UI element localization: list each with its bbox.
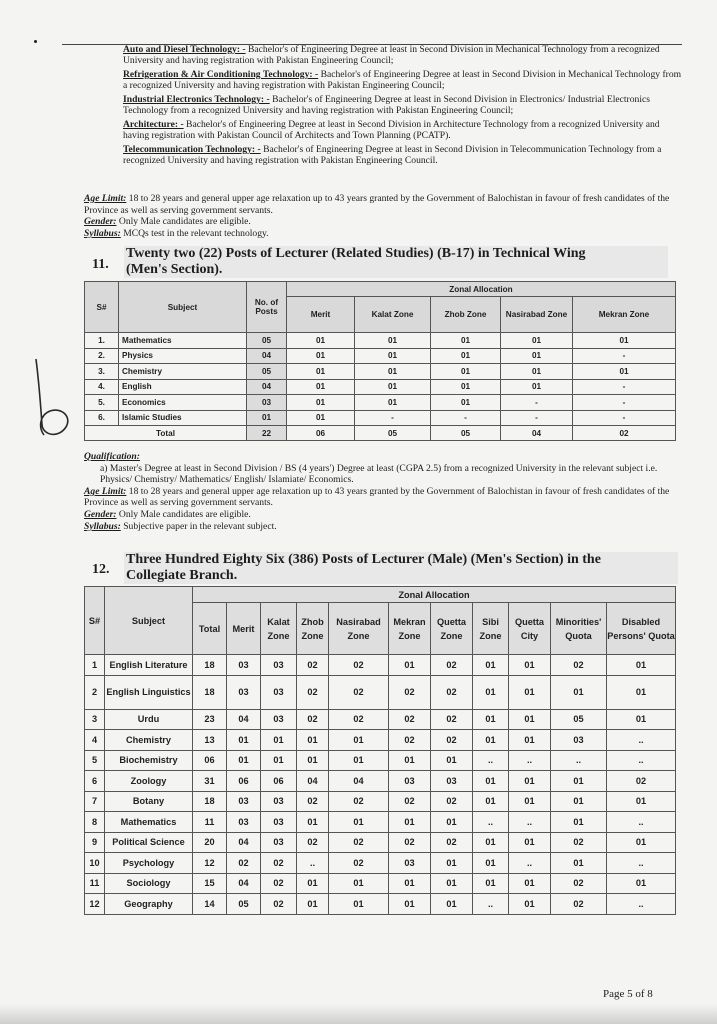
table-cell: 02 (329, 655, 389, 676)
qualification-item: Auto and Diesel Technology: - Bachelor's of Engineering Degree at least in Second Division in Mechanical Technology from a recognized University and having registration with Pakistan Engineering Council; (123, 44, 660, 67)
table-cell: Political Science (105, 832, 193, 853)
table-cell: Sociology (105, 873, 193, 894)
table-cell: 18 (193, 791, 227, 812)
table-cell: 04 (227, 873, 261, 894)
table-cell: English Literature (105, 655, 193, 676)
table-cell: 01 (431, 333, 501, 349)
table-cell: .. (297, 853, 329, 874)
table-row (85, 853, 676, 874)
table-cell: 8 (85, 812, 105, 833)
table-cell: 01 (501, 364, 573, 380)
table-cell: 01 (287, 395, 355, 411)
table-cell: 11 (85, 873, 105, 894)
table-cell: English Linguistics (105, 675, 193, 709)
table-cell: 31 (193, 771, 227, 792)
table-cell: 02 (329, 791, 389, 812)
table-cell: 01 (607, 655, 676, 676)
table-cell: 02 (297, 655, 329, 676)
table-cell: 01 (355, 364, 431, 380)
table-cell: .. (607, 750, 676, 771)
qualification-item: Architecture: - Bachelor's of Engineering Degree at least in Second Division in Architecture Technology from a recognized University and having registration with Pakistan Council of Architects and Town Planning (PCATP). (123, 119, 660, 142)
table-cell: 01 (431, 379, 501, 395)
table-cell: 01 (431, 348, 501, 364)
table-cell: 01 (607, 873, 676, 894)
table-row (85, 395, 676, 411)
table-cell: 03 (389, 853, 431, 874)
table-cell: 01 (227, 750, 261, 771)
table-cell: 01 (431, 853, 473, 874)
table-cell: 6 (85, 771, 105, 792)
table-cell: 01 (573, 333, 676, 349)
table-row (85, 675, 676, 709)
table-cell: 05 (247, 364, 287, 380)
table-cell: 15 (193, 873, 227, 894)
table-cell: 01 (473, 655, 509, 676)
table-row (85, 750, 676, 771)
table-cell: 01 (473, 730, 509, 751)
table-cell: 01 (509, 675, 551, 709)
table-cell: 01 (509, 655, 551, 676)
header-sno: S# (85, 587, 105, 655)
table-cell: 02 (389, 791, 431, 812)
table-cell: 02 (297, 791, 329, 812)
table-cell: 01 (551, 853, 607, 874)
table-cell: 01 (297, 894, 329, 915)
header-mekran: Mekran Zone (573, 297, 676, 333)
table-row (85, 709, 676, 730)
table-cell: 01 (297, 873, 329, 894)
table-cell: 03 (247, 395, 287, 411)
table-cell: 01 (473, 873, 509, 894)
table-cell: Biochemistry (105, 750, 193, 771)
table-cell: 3. (85, 364, 119, 380)
table-cell: .. (509, 750, 551, 771)
table-cell: 01 (329, 873, 389, 894)
header-nasirabad: Nasirabad Zone (501, 297, 573, 333)
table-cell: 02 (297, 675, 329, 709)
table-cell: 04 (329, 771, 389, 792)
table-cell: 06 (261, 771, 297, 792)
table-cell: 02 (261, 873, 297, 894)
table-cell: 01 (607, 832, 676, 853)
qualification-item: Industrial Electronics Technology: - Bachelor's of Engineering Degree at least in Second Division in Electronics/ Industrial Electronics Technology from a recognized University and having registration with Pakistan Engineering Council; (123, 94, 650, 117)
table-row (85, 655, 676, 676)
table-cell: 01 (329, 730, 389, 751)
table-cell: 10 (85, 853, 105, 874)
table-cell: 01 (473, 832, 509, 853)
table-cell: Psychology (105, 853, 193, 874)
table-cell: 7 (85, 791, 105, 812)
table-cell: 02 (329, 675, 389, 709)
table-cell: 01 (261, 750, 297, 771)
table-cell: 05 (227, 894, 261, 915)
table-cell: - (573, 410, 676, 426)
table-cell: 01 (509, 832, 551, 853)
table-cell: 02 (551, 832, 607, 853)
table-row (85, 791, 676, 812)
table-cell: 01 (431, 894, 473, 915)
eligibility-info (84, 193, 684, 239)
table-cell: 01 (431, 812, 473, 833)
table-cell: 11 (193, 812, 227, 833)
table-cell: 02 (431, 832, 473, 853)
table-cell: 01 (431, 364, 501, 380)
header-nasirabad: Nasirabad Zone (329, 603, 389, 655)
header-subject: Subject (105, 587, 193, 655)
table-cell: 05 (247, 333, 287, 349)
handwritten-mark (18, 355, 78, 445)
table-row (85, 364, 676, 380)
table-cell: 04 (297, 771, 329, 792)
header-subject: Subject (119, 282, 247, 333)
lecturer-collegiate-table (84, 586, 676, 915)
table-cell: 20 (193, 832, 227, 853)
table-cell: 02 (329, 832, 389, 853)
table-cell: 01 (389, 812, 431, 833)
table-cell: 01 (551, 675, 607, 709)
header-kalat: Kalat Zone (355, 297, 431, 333)
table-cell: 01 (247, 410, 287, 426)
table-row (85, 873, 676, 894)
table-cell: .. (509, 853, 551, 874)
table-cell: .. (473, 894, 509, 915)
table-cell: 01 (473, 791, 509, 812)
table-cell: 1. (85, 333, 119, 349)
section11-eligibility: Qualification: a) Master's Degree at least in Second Division / BS (4 years') Degree at least (CGPA 2.5) from a recognized University in the relevant subject i.e. Physics/ Chemistry/ Mathematics/ English/ Islamiate/ Economics. Age Limit: 18 to 28 years and general upper age relaxation up to 43 years granted by the Government of Balochistan in favour of fresh candidates of the Province as well as serving government servants. Gender: Only Male candidates are eligible. Syllabus: Subjective paper in the relevant subject. (84, 451, 684, 532)
table-cell: 5 (85, 750, 105, 771)
table-cell: 01 (261, 730, 297, 751)
header-mekran: Mekran Zone (389, 603, 431, 655)
table-cell: 02 (431, 730, 473, 751)
table-cell: 01 (607, 709, 676, 730)
table-cell: 23 (193, 709, 227, 730)
table-cell: 01 (297, 812, 329, 833)
table-row (85, 410, 676, 426)
table-cell: 02 (297, 832, 329, 853)
table-cell: Zoology (105, 771, 193, 792)
table-cell: 01 (573, 364, 676, 380)
table-cell: English (119, 379, 247, 395)
table-cell: .. (607, 894, 676, 915)
table-cell: 9 (85, 832, 105, 853)
table-cell: 3 (85, 709, 105, 730)
table-cell: 02 (607, 771, 676, 792)
header-zonal: Zonal Allocation (193, 587, 676, 603)
table-row (85, 379, 676, 395)
table-cell: 14 (193, 894, 227, 915)
table-cell: 01 (473, 771, 509, 792)
table-cell: 02 (329, 853, 389, 874)
header-total: Total (193, 603, 227, 655)
header-zonal: Zonal Allocation (287, 282, 676, 297)
table-cell: 01 (607, 791, 676, 812)
table-cell: 02 (389, 730, 431, 751)
table-cell: 03 (261, 812, 297, 833)
table-cell: 02 (431, 655, 473, 676)
table-cell: 03 (431, 771, 473, 792)
table-cell: 05 (551, 709, 607, 730)
table-cell: 04 (227, 709, 261, 730)
header-zhob: Zhob Zone (431, 297, 501, 333)
table-cell: 01 (551, 812, 607, 833)
table-cell: 01 (329, 750, 389, 771)
table-row (85, 832, 676, 853)
table-cell: 01 (551, 771, 607, 792)
table-cell: 01 (287, 348, 355, 364)
table-cell: 02 (551, 655, 607, 676)
lecturer-technical-table (84, 281, 676, 441)
table-cell: 02 (261, 853, 297, 874)
table-cell: 01 (329, 812, 389, 833)
table-cell: 04 (247, 348, 287, 364)
table-cell: 01 (431, 395, 501, 411)
table-cell: 01 (287, 379, 355, 395)
table-cell: 01 (501, 348, 573, 364)
table-cell: 03 (261, 791, 297, 812)
table-cell: 01 (329, 894, 389, 915)
header-quetta: Quetta Zone (431, 603, 473, 655)
qualification-item: Telecommunication Technology: - Bachelor's of Engineering Degree at least in Second Division in Telecommunication Technology from a recognized University and having registration with Pakistan Engineering Council. (123, 144, 662, 167)
table-cell: 18 (193, 655, 227, 676)
table-cell: 12 (193, 853, 227, 874)
header-zhob: Zhob Zone (297, 603, 329, 655)
table-cell: Chemistry (105, 730, 193, 751)
table-row (85, 730, 676, 751)
table-cell: - (573, 379, 676, 395)
table-cell: 02 (551, 894, 607, 915)
table-cell: 01 (509, 791, 551, 812)
table-cell: 01 (355, 395, 431, 411)
header-minorities: Minorities' Quota (551, 603, 607, 655)
table-cell: 01 (355, 379, 431, 395)
table-cell: 03 (227, 812, 261, 833)
table-cell: 6. (85, 410, 119, 426)
table-cell: 02 (389, 709, 431, 730)
table-cell: 01 (355, 333, 431, 349)
table-cell: - (573, 395, 676, 411)
table-cell: 2. (85, 348, 119, 364)
table-cell: 02 (431, 675, 473, 709)
table-cell: 5. (85, 395, 119, 411)
header-merit: Merit (227, 603, 261, 655)
table-cell: 02 (261, 894, 297, 915)
table-cell: 06 (193, 750, 227, 771)
gender: Gender: Only Male candidates are eligible. (84, 216, 251, 228)
table-cell: 01 (431, 750, 473, 771)
table-cell: 02 (227, 853, 261, 874)
age-limit: Age Limit: 18 to 28 years and general upper age relaxation up to 43 years granted by the Government of Balochistan in favour of fresh candidates of the Province as well as serving government servants. (84, 193, 670, 216)
qualification-item: Refrigeration & Air Conditioning Technology: - Bachelor's of Engineering Degree at least in Second Division in Mechanical Technology from a recognized University and having registration with Pakistan Engineering Council; (123, 69, 682, 92)
table-cell: 01 (431, 873, 473, 894)
header-kalat: Kalat Zone (261, 603, 297, 655)
header-quetta-city: Quetta City (509, 603, 551, 655)
table-cell: 06 (227, 771, 261, 792)
table-cell: 03 (227, 675, 261, 709)
table-cell: 01 (297, 750, 329, 771)
table-cell: - (501, 395, 573, 411)
table-cell: Economics (119, 395, 247, 411)
age-limit: Age Limit: 18 to 28 years and general upper age relaxation up to 43 years granted by the Government of Balochistan in favour of fresh candidates of the Province as well as serving government servants. (84, 485, 670, 509)
table-cell: 02 (297, 709, 329, 730)
table-cell: 02 (431, 709, 473, 730)
table-cell: Chemistry (119, 364, 247, 380)
table-cell: Geography (105, 894, 193, 915)
table-cell: 03 (551, 730, 607, 751)
table-cell: .. (473, 812, 509, 833)
table-cell: 01 (501, 379, 573, 395)
table-cell: - (573, 348, 676, 364)
syllabus: Syllabus: MCQs test in the relevant technology. (84, 227, 269, 239)
table-row (85, 771, 676, 792)
table-row (85, 333, 676, 349)
speck (34, 40, 37, 43)
table-cell: Islamic Studies (119, 410, 247, 426)
table-cell: 02 (551, 873, 607, 894)
table-cell: 03 (227, 791, 261, 812)
table-cell: 01 (389, 894, 431, 915)
table-cell: 01 (509, 894, 551, 915)
section-number: 12. (92, 562, 110, 577)
table-cell: 01 (287, 333, 355, 349)
gender: Gender: Only Male candidates are eligible. (84, 508, 251, 520)
scan-edge (0, 1004, 717, 1024)
table-row (85, 812, 676, 833)
table-cell: .. (551, 750, 607, 771)
table-cell: 01 (389, 873, 431, 894)
table-cell: 02 (431, 791, 473, 812)
table-cell: 01 (287, 410, 355, 426)
table-cell: 4 (85, 730, 105, 751)
table-cell: 04 (247, 379, 287, 395)
page-number: Page 5 of 8 (603, 988, 653, 1000)
table-row (85, 894, 676, 915)
table-cell: 01 (287, 364, 355, 380)
table-cell: .. (473, 750, 509, 771)
header-disabled: Disabled Persons' Quota (607, 603, 676, 655)
table-cell: Botany (105, 791, 193, 812)
table-cell: Physics (119, 348, 247, 364)
qualification-list (123, 44, 683, 169)
table-cell: 18 (193, 675, 227, 709)
table-cell: 02 (389, 832, 431, 853)
header-sno: S# (85, 282, 119, 333)
table-cell: 1 (85, 655, 105, 676)
table-cell: 01 (501, 333, 573, 349)
table-cell: 01 (297, 730, 329, 751)
table-cell: 01 (509, 771, 551, 792)
table-cell: 03 (227, 655, 261, 676)
syllabus: Syllabus: Subjective paper in the relevant subject. (84, 520, 277, 532)
table-cell: 01 (509, 873, 551, 894)
table-cell: .. (509, 812, 551, 833)
table-cell: 2 (85, 675, 105, 709)
table-cell: 01 (389, 750, 431, 771)
table-cell: 03 (261, 709, 297, 730)
table-cell: 12 (85, 894, 105, 915)
table-cell: 01 (227, 730, 261, 751)
table-cell: 04 (227, 832, 261, 853)
section-title: Three Hundred Eighty Six (386) Posts of Lecturer (Male) (Men's Section) in the Collegiate Branch. (124, 552, 678, 584)
header-merit: Merit (287, 297, 355, 333)
table-cell: 01 (607, 675, 676, 709)
table-cell: 03 (261, 832, 297, 853)
table-cell: Urdu (105, 709, 193, 730)
section-title: Twenty two (22) Posts of Lecturer (Related Studies) (B-17) in Technical Wing (Men's Section). (124, 246, 668, 278)
table-row (85, 348, 676, 364)
table-cell: 4. (85, 379, 119, 395)
table-cell: 01 (389, 655, 431, 676)
table-cell: 03 (261, 655, 297, 676)
table-cell: - (431, 410, 501, 426)
table-cell: 01 (509, 709, 551, 730)
header-posts: No. of Posts (247, 282, 287, 333)
table-cell: 02 (329, 709, 389, 730)
table-cell: Mathematics (105, 812, 193, 833)
table-cell: 03 (261, 675, 297, 709)
table-cell: 13 (193, 730, 227, 751)
section-number: 11. (92, 257, 109, 272)
table-cell: 01 (473, 675, 509, 709)
table-cell: 03 (389, 771, 431, 792)
table-cell: .. (607, 730, 676, 751)
table-cell: Mathematics (119, 333, 247, 349)
table-cell: - (501, 410, 573, 426)
table-cell: 01 (355, 348, 431, 364)
table-cell: 02 (389, 675, 431, 709)
table-cell: 01 (473, 853, 509, 874)
table-cell: .. (607, 812, 676, 833)
table-cell: 01 (509, 730, 551, 751)
table-cell: 01 (473, 709, 509, 730)
total-row: Total 22 06 05 05 04 02 (85, 426, 676, 441)
header-sibi: Sibi Zone (473, 603, 509, 655)
table-cell: 01 (551, 791, 607, 812)
table-cell: .. (607, 853, 676, 874)
table-cell: - (355, 410, 431, 426)
